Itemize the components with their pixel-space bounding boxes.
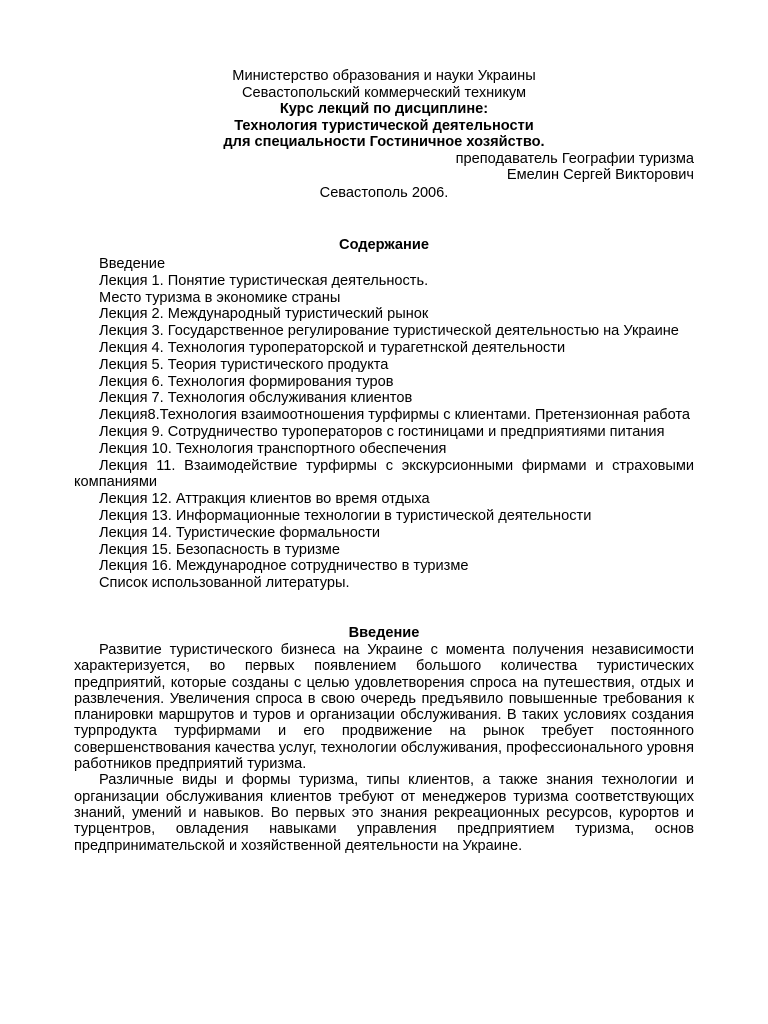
toc-item: Лекция 4. Технология туроператорской и турагетнской деятельности bbox=[99, 339, 566, 356]
intro-section bbox=[74, 642, 694, 854]
toc-item: Лекция 3. Государственное регулирование туристической деятельностью на Украине bbox=[99, 323, 679, 340]
toc-item: Лекция 16. Международное сотрудничество в туризме bbox=[99, 558, 469, 575]
college-line: Севастопольский коммерческий техникум bbox=[241, 84, 527, 101]
toc-title: Содержание bbox=[339, 237, 429, 253]
toc-item: Введение bbox=[99, 256, 166, 272]
teacher-role-line: преподаватель Географии туризма bbox=[455, 150, 694, 167]
toc-item: Лекция 13. Информационные технологии в туристической деятельности bbox=[99, 507, 592, 524]
toc-item: Лекция 15. Безопасность в туризме bbox=[99, 541, 340, 558]
title-block bbox=[74, 68, 694, 201]
table-of-contents bbox=[74, 256, 694, 592]
toc-item: Лекция 2. Международный туристический рынок bbox=[99, 306, 429, 323]
toc-item: Лекция 14. Туристические формальности bbox=[99, 524, 381, 541]
toc-item: Лекция 5. Теория туристического продукта bbox=[99, 356, 389, 373]
intro-title: Введение bbox=[348, 624, 420, 641]
toc-item: Место туризма в экономике страны bbox=[99, 289, 341, 306]
toc-item: Лекция 1. Понятие туристическая деятельность. bbox=[99, 272, 429, 289]
intro-paragraph: Различные виды и формы туризма, типы клиентов, а также знания технологии и организации обслуживания клиентов требуют от менеджеров туризма соответствующих знаний, умений и навыков. Во первых это знания рекреационных ресурсов, курортов и турцентров, овладения навыками управления предприятием туризма, основ предпринимательской и хозяйственной деятельности на Украине. bbox=[74, 772, 694, 854]
document-page bbox=[74, 68, 694, 854]
toc-item: Лекция 12. Аттракция клиентов во время отдыха bbox=[99, 491, 430, 508]
toc-item: Лекция 7. Технология обслуживания клиентов bbox=[99, 390, 413, 407]
toc-item: Лекция 6. Технология формирования туров bbox=[99, 373, 394, 390]
intro-paragraph: Развитие туристического бизнеса на Украине с момента получения независимости характеризуется, во первых появлением большого количества туристических предприятий, которые созданы с целью удовлетворения спроса на путешествия, отдых и развлечения. Увеличения спроса в свою очередь предъявило повышенные требования к планировки маршрутов и туров и организации обслуживания. В таких условиях создания турпродукта турфирмами и его продвижение на рынок требует постоянного совершенствования качества услуг, технологии обслуживания, профессионального уровня работников предприятий туризма. bbox=[74, 641, 694, 773]
toc-item: Лекция 10. Технология транспортного обеспечения bbox=[99, 440, 447, 457]
ministry-line: Министерство образования и науки Украины bbox=[232, 68, 536, 84]
city-year-line: Севастополь 2006. bbox=[319, 184, 449, 201]
toc-item: Лекция8.Технология взаимоотношения турфирмы с клиентами. Претензионная работа bbox=[99, 407, 691, 424]
course-line: Курс лекций по дисциплине: bbox=[279, 101, 489, 117]
toc-item: Лекция 11. Взаимодействие турфирмы с экскурсионными фирмами и страховыми компаниями bbox=[74, 457, 694, 491]
discipline-line: Технология туристической деятельности bbox=[234, 117, 534, 134]
toc-item: Список использованной литературы. bbox=[99, 575, 350, 592]
toc-item: Лекция 9. Сотрудничество туроператоров с гостиницами и предприятиями питания bbox=[99, 423, 665, 440]
specialty-line: для специальности Гостиничное хозяйство. bbox=[223, 134, 545, 150]
teacher-name-line: Емелин Сергей Викторович bbox=[506, 167, 694, 183]
